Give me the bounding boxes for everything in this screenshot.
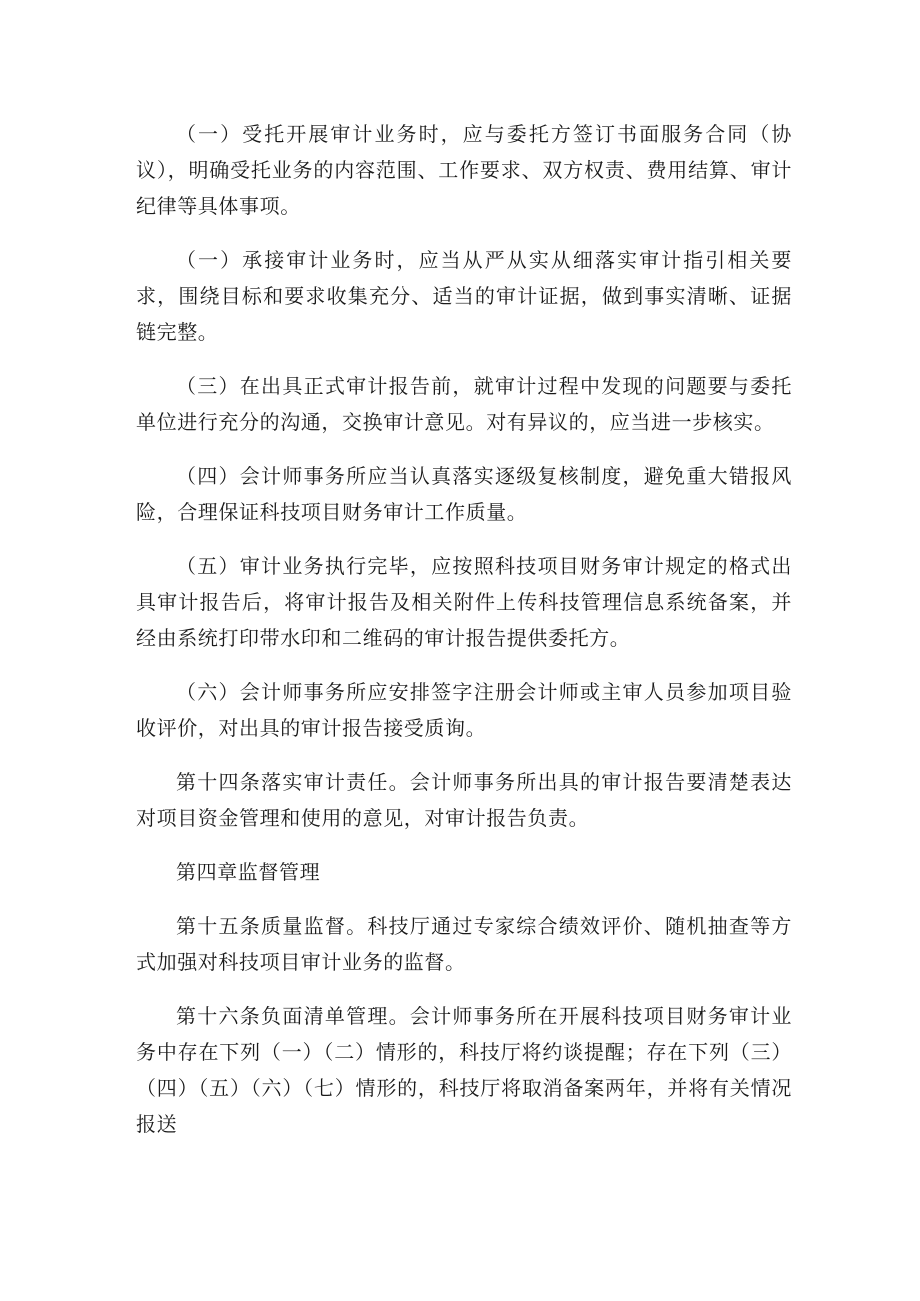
paragraph-article-14: 第十四条落实审计责任。会计师事务所出具的审计报告要清楚表达对项目资金管理和使用的意见，对审计报告负责。 <box>136 770 792 830</box>
paragraph-clause-4: （四）会计师事务所应当认真落实逐级复核制度，避免重大错报风险，合理保证科技项目财务审计工作质量。 <box>136 464 792 524</box>
paragraph-clause-6: （六）会计师事务所应安排签字注册会计师或主审人员参加项目验收评价，对出具的审计报告接受质询。 <box>136 680 792 740</box>
chapter-heading: 第四章监督管理 <box>176 860 321 884</box>
paragraph-clause-3: （三）在出具正式审计报告前，就审计过程中发现的问题要与委托单位进行充分的沟通，交换审计意见。对有异议的，应当进一步核实。 <box>136 374 792 434</box>
paragraph-article-15: 第十五条质量监督。科技厅通过专家综合绩效评价、随机抽查等方式加强对科技项目审计业务的监督。 <box>136 914 792 974</box>
paragraph-clause-5: （五）审计业务执行完毕，应按照科技项目财务审计规定的格式出具审计报告后，将审计报告及相关附件上传科技管理信息系统备案，并经由系统打印带水印和二维码的审计报告提供委托方。 <box>136 554 792 650</box>
paragraph-clause-1: （一）受托开展审计业务时，应与委托方签订书面服务合同（协议），明确受托业务的内容范围、工作要求、双方权责、费用结算、审计纪律等具体事项。 <box>136 122 792 218</box>
paragraph-article-16: 第十六条负面清单管理。会计师事务所在开展科技项目财务审计业务中存在下列（一）（二）情形的，科技厅将约谈提醒；存在下列（三）（四）（五）（六）（七）情形的，科技厅将取消备案两年，并将有关情况报送 <box>136 1004 792 1136</box>
paragraph-clause-2: （一）承接审计业务时，应当从严从实从细落实审计指引相关要求，围绕目标和要求收集充分、适当的审计证据，做到事实清晰、证据链完整。 <box>136 248 792 344</box>
